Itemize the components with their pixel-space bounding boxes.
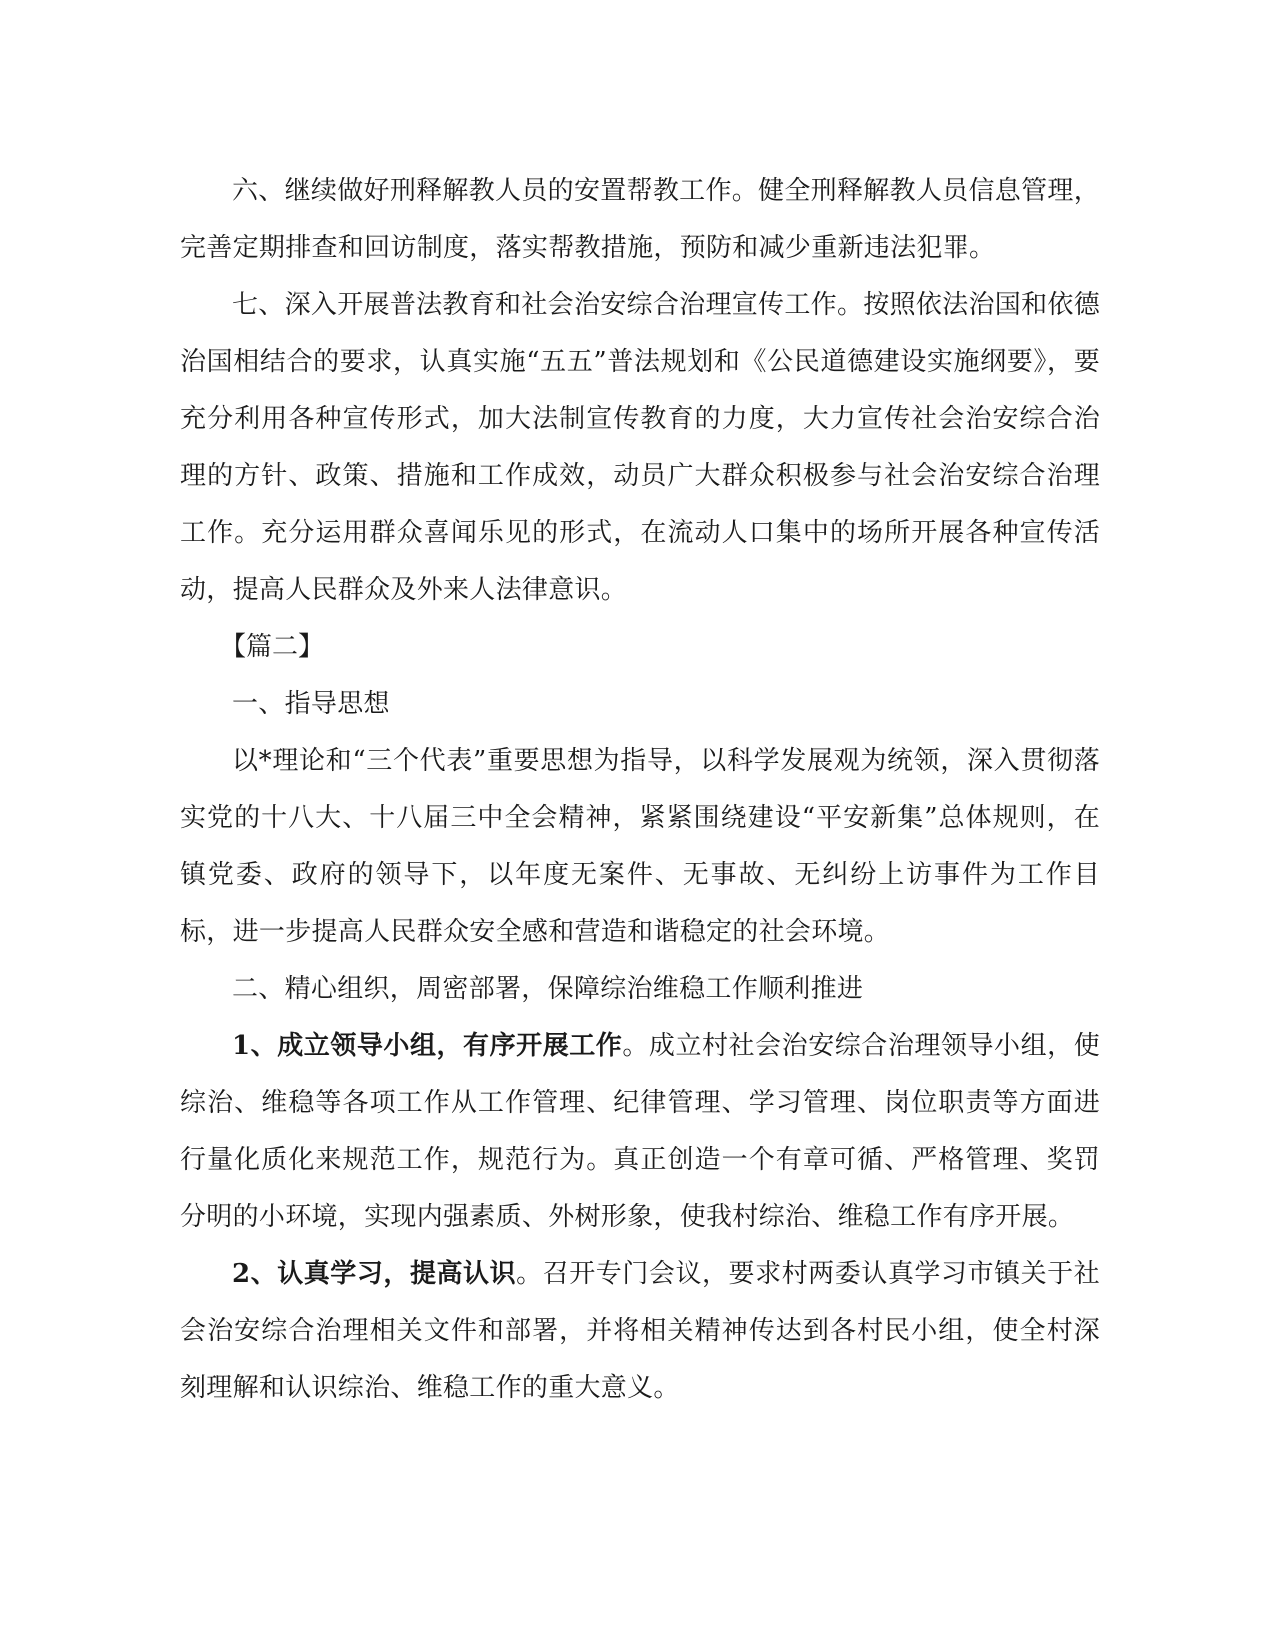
paragraph-six: 六、继续做好刑释解教人员的安置帮教工作。健全刑释解教人员信息管理，完善定期排查和回访制度，落实帮教措施，预防和减少重新违法犯罪。 xyxy=(180,176,1100,263)
paragraph-seven: 七、深入开展普法教育和社会治安综合治理宣传工作。按照依法治国和依德治国相结合的要求，认真实施“五五”普法规划和《公民道德建设实施纲要》，要充分利用各种宣传形式，加大法制宣传教育的力度，大力宣传社会治安综合治理的方针、政策、措施和工作成效，动员广大群众积极参与社会治安综合治理工作。充分运用群众喜闻乐见的形式，在流动人口集中的场所开展各种宣传活动，提高人民群众及外来人法律意识。 xyxy=(180,290,1100,605)
section-marker: 【篇二】 xyxy=(220,632,325,662)
document-page xyxy=(180,163,1100,1417)
guideline-text: 以*理论和“三个代表”重要思想为指导，以科学发展观为统领，深入贯彻落实党的十八大、十八届三中全会精神，紧紧围绕建设“平安新集”总体规则，在镇党委、政府的领导下，以年度无案件、无事故、无纠纷上访事件为工作目标，进一步提高人民群众安全感和营造和谐稳定的社会环境。 xyxy=(180,746,1100,947)
item-two xyxy=(180,1246,1100,1417)
item-two-title: 2、认真学习，提高认识 xyxy=(232,1259,517,1289)
item-one xyxy=(180,1018,1100,1246)
item-one-title: 1、成立领导小组，有序开展工作 xyxy=(232,1031,623,1061)
organization-heading: 二、精心组织，周密部署，保障综治维稳工作顺利推进 xyxy=(232,974,864,1004)
item-two-body: 。召开专门会议，要求村两委认真学习市镇关于社会治安综合治理相关文件和部署，并将相关精神传达到各村民小组，使全村深刻理解和认识综治、维稳工作的重大意义。 xyxy=(180,1259,1100,1403)
guideline-heading: 一、指导思想 xyxy=(232,689,390,719)
item-one-body: 。成立村社会治安综合治理领导小组，使综治、维稳等各项工作从工作管理、纪律管理、学习管理、岗位职责等方面进行量化质化来规范工作，规范行为。真正创造一个有章可循、严格管理、奖罚分明的小环境，实现内强素质、外树形象，使我村综治、维稳工作有序开展。 xyxy=(180,1031,1100,1232)
